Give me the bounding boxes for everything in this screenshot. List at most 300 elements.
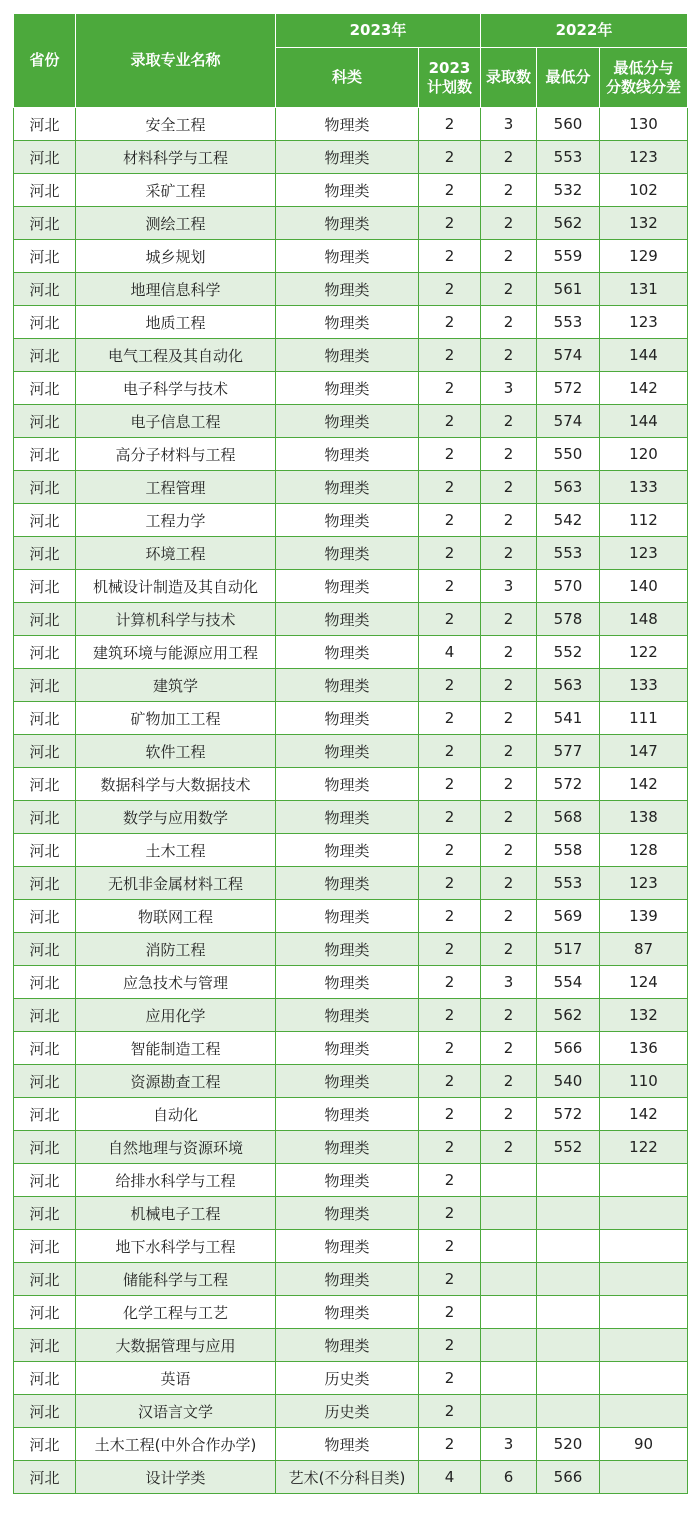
cell-province: 河北: [14, 1197, 76, 1230]
cell-score-diff: 128: [600, 834, 688, 867]
cell-admitted: 2: [481, 933, 537, 966]
table-row: [14, 1461, 688, 1494]
cell-min-score: 559: [537, 240, 600, 273]
table-row: [14, 306, 688, 339]
cell-plan-2023: 2: [419, 372, 481, 405]
cell-major: 地理信息科学: [76, 273, 276, 306]
cell-category: 物理类: [276, 834, 419, 867]
cell-plan-2023: 2: [419, 141, 481, 174]
cell-major: 英语: [76, 1362, 276, 1395]
cell-plan-2023: 2: [419, 1362, 481, 1395]
cell-plan-2023: 2: [419, 1197, 481, 1230]
cell-category: 物理类: [276, 339, 419, 372]
cell-category: 物理类: [276, 1296, 419, 1329]
cell-major: 智能制造工程: [76, 1032, 276, 1065]
header-plan-2023-line2: 计划数: [426, 77, 472, 96]
cell-min-score: 566: [537, 1461, 600, 1494]
table-row: [14, 636, 688, 669]
table-row: [14, 768, 688, 801]
table-row: [14, 570, 688, 603]
table-row: [14, 966, 688, 999]
cell-plan-2023: 2: [419, 1131, 481, 1164]
cell-category: 物理类: [276, 702, 419, 735]
cell-admitted: 2: [481, 900, 537, 933]
cell-category: 物理类: [276, 966, 419, 999]
cell-score-diff: [600, 1461, 688, 1494]
cell-min-score: 574: [537, 405, 600, 438]
cell-category: 物理类: [276, 867, 419, 900]
cell-major: 电子科学与技术: [76, 372, 276, 405]
cell-category: 物理类: [276, 504, 419, 537]
table-row: [14, 1296, 688, 1329]
cell-major: 工程管理: [76, 471, 276, 504]
cell-score-diff: 123: [600, 141, 688, 174]
cell-plan-2023: 2: [419, 1428, 481, 1461]
cell-major: 地质工程: [76, 306, 276, 339]
cell-score-diff: 122: [600, 1131, 688, 1164]
table-row: [14, 603, 688, 636]
cell-category: 物理类: [276, 570, 419, 603]
cell-plan-2023: 2: [419, 801, 481, 834]
cell-major: 应用化学: [76, 999, 276, 1032]
cell-category: 物理类: [276, 669, 419, 702]
cell-admitted: 2: [481, 636, 537, 669]
cell-score-diff: 90: [600, 1428, 688, 1461]
cell-score-diff: 144: [600, 339, 688, 372]
cell-province: 河北: [14, 1164, 76, 1197]
cell-admitted: 6: [481, 1461, 537, 1494]
cell-admitted: 2: [481, 438, 537, 471]
cell-score-diff: 138: [600, 801, 688, 834]
cell-score-diff: 136: [600, 1032, 688, 1065]
cell-admitted: 2: [481, 1098, 537, 1131]
cell-province: 河北: [14, 1032, 76, 1065]
table-row: [14, 1395, 688, 1428]
cell-admitted: [481, 1230, 537, 1263]
cell-score-diff: 129: [600, 240, 688, 273]
cell-category: 物理类: [276, 306, 419, 339]
cell-score-diff: 122: [600, 636, 688, 669]
cell-major: 给排水科学与工程: [76, 1164, 276, 1197]
cell-category: 物理类: [276, 900, 419, 933]
cell-major: 城乡规划: [76, 240, 276, 273]
cell-admitted: 2: [481, 768, 537, 801]
table-header: [14, 14, 688, 108]
cell-province: 河北: [14, 834, 76, 867]
cell-plan-2023: 2: [419, 570, 481, 603]
cell-plan-2023: 4: [419, 1461, 481, 1494]
cell-plan-2023: 2: [419, 174, 481, 207]
cell-min-score: 574: [537, 339, 600, 372]
cell-province: 河北: [14, 570, 76, 603]
cell-category: 物理类: [276, 141, 419, 174]
cell-admitted: [481, 1296, 537, 1329]
cell-major: 矿物加工工程: [76, 702, 276, 735]
cell-category: 物理类: [276, 1032, 419, 1065]
cell-score-diff: [600, 1296, 688, 1329]
cell-category: 物理类: [276, 1329, 419, 1362]
cell-category: 物理类: [276, 1197, 419, 1230]
cell-major: 电子信息工程: [76, 405, 276, 438]
cell-admitted: 2: [481, 471, 537, 504]
cell-plan-2023: 2: [419, 273, 481, 306]
cell-min-score: 552: [537, 1131, 600, 1164]
cell-province: 河北: [14, 636, 76, 669]
table-row: [14, 1263, 688, 1296]
cell-min-score: 558: [537, 834, 600, 867]
cell-plan-2023: 2: [419, 1164, 481, 1197]
cell-score-diff: [600, 1230, 688, 1263]
cell-plan-2023: 2: [419, 438, 481, 471]
cell-min-score: 553: [537, 867, 600, 900]
cell-province: 河北: [14, 1296, 76, 1329]
cell-admitted: 3: [481, 1428, 537, 1461]
cell-province: 河北: [14, 999, 76, 1032]
cell-score-diff: 139: [600, 900, 688, 933]
cell-score-diff: 120: [600, 438, 688, 471]
cell-province: 河北: [14, 801, 76, 834]
cell-major: 电气工程及其自动化: [76, 339, 276, 372]
admission-table: [13, 13, 688, 1494]
cell-category: 历史类: [276, 1395, 419, 1428]
cell-province: 河北: [14, 1329, 76, 1362]
table-row: [14, 1032, 688, 1065]
table-row: [14, 372, 688, 405]
table-row: [14, 933, 688, 966]
cell-major: 土木工程(中外合作办学): [76, 1428, 276, 1461]
cell-min-score: 552: [537, 636, 600, 669]
cell-category: 物理类: [276, 603, 419, 636]
cell-min-score: 517: [537, 933, 600, 966]
table-row: [14, 1164, 688, 1197]
cell-province: 河北: [14, 306, 76, 339]
header-admitted: 录取数: [481, 48, 537, 108]
table-row: [14, 471, 688, 504]
cell-plan-2023: 2: [419, 108, 481, 141]
table-row: [14, 1329, 688, 1362]
table-row: [14, 339, 688, 372]
cell-category: 艺术(不分科目类): [276, 1461, 419, 1494]
cell-min-score: [537, 1230, 600, 1263]
cell-min-score: [537, 1329, 600, 1362]
cell-score-diff: 123: [600, 867, 688, 900]
cell-admitted: 2: [481, 339, 537, 372]
cell-major: 高分子材料与工程: [76, 438, 276, 471]
cell-category: 物理类: [276, 1164, 419, 1197]
cell-admitted: 2: [481, 702, 537, 735]
cell-major: 建筑环境与能源应用工程: [76, 636, 276, 669]
cell-min-score: 553: [537, 306, 600, 339]
table-row: [14, 438, 688, 471]
cell-plan-2023: 2: [419, 999, 481, 1032]
cell-province: 河北: [14, 108, 76, 141]
cell-score-diff: 124: [600, 966, 688, 999]
cell-province: 河北: [14, 603, 76, 636]
cell-admitted: [481, 1395, 537, 1428]
cell-major: 材料科学与工程: [76, 141, 276, 174]
cell-category: 物理类: [276, 108, 419, 141]
cell-min-score: [537, 1395, 600, 1428]
cell-min-score: 540: [537, 1065, 600, 1098]
cell-category: 物理类: [276, 801, 419, 834]
cell-major: 设计学类: [76, 1461, 276, 1494]
cell-province: 河北: [14, 141, 76, 174]
table-row: [14, 1065, 688, 1098]
cell-admitted: 2: [481, 504, 537, 537]
cell-admitted: [481, 1329, 537, 1362]
cell-score-diff: 131: [600, 273, 688, 306]
cell-min-score: 541: [537, 702, 600, 735]
cell-province: 河北: [14, 372, 76, 405]
cell-province: 河北: [14, 1395, 76, 1428]
cell-plan-2023: 2: [419, 1329, 481, 1362]
cell-major: 自动化: [76, 1098, 276, 1131]
cell-province: 河北: [14, 339, 76, 372]
cell-min-score: 563: [537, 471, 600, 504]
cell-province: 河北: [14, 174, 76, 207]
cell-plan-2023: 2: [419, 537, 481, 570]
cell-score-diff: 148: [600, 603, 688, 636]
cell-min-score: 577: [537, 735, 600, 768]
cell-major: 采矿工程: [76, 174, 276, 207]
cell-score-diff: 142: [600, 768, 688, 801]
cell-province: 河北: [14, 669, 76, 702]
cell-score-diff: 123: [600, 537, 688, 570]
cell-admitted: 2: [481, 141, 537, 174]
cell-category: 物理类: [276, 933, 419, 966]
cell-plan-2023: 2: [419, 735, 481, 768]
cell-major: 数据科学与大数据技术: [76, 768, 276, 801]
cell-min-score: 532: [537, 174, 600, 207]
cell-major: 软件工程: [76, 735, 276, 768]
cell-min-score: 578: [537, 603, 600, 636]
cell-major: 储能科学与工程: [76, 1263, 276, 1296]
cell-major: 资源勘查工程: [76, 1065, 276, 1098]
cell-score-diff: [600, 1164, 688, 1197]
cell-province: 河北: [14, 1065, 76, 1098]
cell-province: 河北: [14, 504, 76, 537]
cell-major: 机械设计制造及其自动化: [76, 570, 276, 603]
cell-category: 物理类: [276, 405, 419, 438]
cell-admitted: [481, 1362, 537, 1395]
cell-plan-2023: 4: [419, 636, 481, 669]
cell-admitted: 3: [481, 108, 537, 141]
header-score-diff: [600, 48, 688, 108]
cell-min-score: 568: [537, 801, 600, 834]
cell-plan-2023: 2: [419, 768, 481, 801]
cell-province: 河北: [14, 1098, 76, 1131]
cell-category: 物理类: [276, 240, 419, 273]
cell-min-score: 553: [537, 537, 600, 570]
cell-category: 物理类: [276, 735, 419, 768]
cell-score-diff: 130: [600, 108, 688, 141]
header-plan-2023-line1: 2023: [428, 58, 471, 77]
header-plan-2023: [419, 48, 481, 108]
cell-major: 土木工程: [76, 834, 276, 867]
table-row: [14, 1362, 688, 1395]
cell-major: 物联网工程: [76, 900, 276, 933]
cell-category: 物理类: [276, 207, 419, 240]
cell-min-score: 570: [537, 570, 600, 603]
cell-admitted: 2: [481, 603, 537, 636]
table-row: [14, 273, 688, 306]
cell-major: 建筑学: [76, 669, 276, 702]
cell-plan-2023: 2: [419, 1395, 481, 1428]
cell-province: 河北: [14, 702, 76, 735]
cell-province: 河北: [14, 966, 76, 999]
cell-score-diff: 132: [600, 207, 688, 240]
table-row: [14, 1197, 688, 1230]
table-row: [14, 702, 688, 735]
cell-plan-2023: 2: [419, 471, 481, 504]
cell-min-score: 553: [537, 141, 600, 174]
header-category: 科类: [276, 48, 419, 108]
cell-admitted: 2: [481, 1131, 537, 1164]
cell-major: 地下水科学与工程: [76, 1230, 276, 1263]
cell-score-diff: 102: [600, 174, 688, 207]
cell-major: 数学与应用数学: [76, 801, 276, 834]
cell-min-score: 572: [537, 372, 600, 405]
cell-province: 河北: [14, 1362, 76, 1395]
cell-score-diff: 144: [600, 405, 688, 438]
cell-plan-2023: 2: [419, 834, 481, 867]
cell-min-score: 562: [537, 999, 600, 1032]
cell-category: 物理类: [276, 636, 419, 669]
cell-score-diff: 133: [600, 669, 688, 702]
cell-score-diff: 133: [600, 471, 688, 504]
table-row: [14, 1230, 688, 1263]
cell-admitted: [481, 1263, 537, 1296]
cell-score-diff: 110: [600, 1065, 688, 1098]
cell-province: 河北: [14, 735, 76, 768]
cell-major: 自然地理与资源环境: [76, 1131, 276, 1164]
cell-province: 河北: [14, 207, 76, 240]
header-year-2023: 2023年: [276, 14, 481, 48]
cell-plan-2023: 2: [419, 339, 481, 372]
cell-min-score: 560: [537, 108, 600, 141]
cell-category: 物理类: [276, 372, 419, 405]
cell-plan-2023: 2: [419, 207, 481, 240]
header-score-diff-line1: 最低分与: [613, 58, 674, 77]
table-row: [14, 999, 688, 1032]
cell-plan-2023: 2: [419, 405, 481, 438]
cell-province: 河北: [14, 867, 76, 900]
cell-plan-2023: 2: [419, 867, 481, 900]
cell-province: 河北: [14, 933, 76, 966]
table-body: [14, 108, 688, 1494]
cell-admitted: 2: [481, 735, 537, 768]
cell-province: 河北: [14, 537, 76, 570]
cell-min-score: 542: [537, 504, 600, 537]
cell-min-score: 520: [537, 1428, 600, 1461]
cell-plan-2023: 2: [419, 603, 481, 636]
cell-admitted: [481, 1197, 537, 1230]
cell-major: 工程力学: [76, 504, 276, 537]
cell-plan-2023: 2: [419, 1098, 481, 1131]
cell-province: 河北: [14, 438, 76, 471]
cell-plan-2023: 2: [419, 504, 481, 537]
cell-admitted: 2: [481, 306, 537, 339]
table-row: [14, 867, 688, 900]
header-year-2022: 2022年: [481, 14, 688, 48]
cell-major: 大数据管理与应用: [76, 1329, 276, 1362]
table-row: [14, 1098, 688, 1131]
cell-min-score: 550: [537, 438, 600, 471]
cell-min-score: [537, 1296, 600, 1329]
cell-plan-2023: 2: [419, 1296, 481, 1329]
cell-score-diff: 112: [600, 504, 688, 537]
cell-min-score: 563: [537, 669, 600, 702]
cell-province: 河北: [14, 768, 76, 801]
cell-admitted: 2: [481, 1032, 537, 1065]
cell-category: 物理类: [276, 1230, 419, 1263]
cell-score-diff: [600, 1263, 688, 1296]
header-score-diff-line2: 分数线分差: [605, 77, 681, 96]
table-row: [14, 669, 688, 702]
header-min-score: 最低分: [537, 48, 600, 108]
cell-plan-2023: 2: [419, 240, 481, 273]
cell-score-diff: 147: [600, 735, 688, 768]
table-row: [14, 801, 688, 834]
table-row: [14, 141, 688, 174]
table-row: [14, 834, 688, 867]
cell-plan-2023: 2: [419, 306, 481, 339]
cell-min-score: [537, 1362, 600, 1395]
cell-score-diff: [600, 1395, 688, 1428]
cell-province: 河北: [14, 900, 76, 933]
cell-category: 物理类: [276, 1098, 419, 1131]
table-row: [14, 900, 688, 933]
cell-province: 河北: [14, 240, 76, 273]
cell-min-score: 554: [537, 966, 600, 999]
cell-min-score: 566: [537, 1032, 600, 1065]
cell-major: 环境工程: [76, 537, 276, 570]
cell-score-diff: 123: [600, 306, 688, 339]
cell-major: 化学工程与工艺: [76, 1296, 276, 1329]
cell-admitted: 3: [481, 966, 537, 999]
cell-admitted: 3: [481, 372, 537, 405]
admission-table-container: [13, 13, 687, 1494]
cell-plan-2023: 2: [419, 1230, 481, 1263]
cell-min-score: [537, 1197, 600, 1230]
cell-province: 河北: [14, 1428, 76, 1461]
cell-score-diff: [600, 1197, 688, 1230]
table-row: [14, 207, 688, 240]
cell-category: 物理类: [276, 1263, 419, 1296]
cell-admitted: 2: [481, 174, 537, 207]
cell-score-diff: 111: [600, 702, 688, 735]
cell-category: 物理类: [276, 438, 419, 471]
cell-category: 物理类: [276, 471, 419, 504]
table-row: [14, 405, 688, 438]
cell-admitted: 2: [481, 537, 537, 570]
cell-admitted: 2: [481, 834, 537, 867]
cell-admitted: 2: [481, 405, 537, 438]
cell-plan-2023: 2: [419, 1032, 481, 1065]
table-row: [14, 240, 688, 273]
cell-admitted: 2: [481, 207, 537, 240]
cell-admitted: [481, 1164, 537, 1197]
cell-min-score: 572: [537, 1098, 600, 1131]
cell-score-diff: 87: [600, 933, 688, 966]
cell-min-score: 572: [537, 768, 600, 801]
cell-category: 物理类: [276, 768, 419, 801]
cell-score-diff: 132: [600, 999, 688, 1032]
table-row: [14, 108, 688, 141]
cell-admitted: 2: [481, 669, 537, 702]
cell-admitted: 2: [481, 867, 537, 900]
cell-category: 物理类: [276, 1065, 419, 1098]
